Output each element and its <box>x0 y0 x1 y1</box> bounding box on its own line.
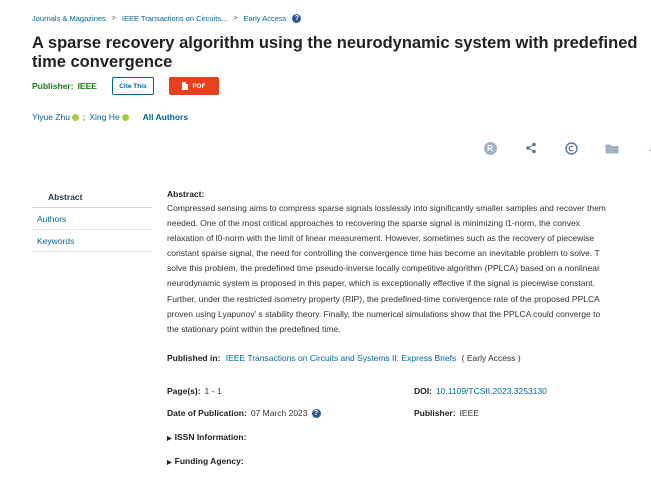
abstract-line: Further, under the restricted isometry property (RIP), the predefined-time convergence rate of the proposed PPLCA <box>167 293 600 304</box>
early-access-status: ( Early Access ) <box>461 353 521 363</box>
issn-label: ISSN Information: <box>174 432 247 442</box>
publisher-label: Publisher: <box>32 81 74 91</box>
breadcrumb-separator: > <box>233 15 238 22</box>
breadcrumb-journals[interactable]: Journals & Magazines <box>32 14 106 23</box>
abstract-line: Compressed sensing aims to compress sparse signals losslessly into significantly smaller samples and recover them <box>167 203 606 213</box>
author-separator: ; <box>82 112 86 122</box>
document-sidenav <box>32 186 152 252</box>
share-icon[interactable] <box>523 140 539 156</box>
abstract-line: solve this problem, the predefined time pseudo-inverse locally competitive algorithm (PPLCA) based on a nonlinear <box>167 263 600 274</box>
help-icon[interactable]: ? <box>312 409 321 418</box>
sidenav-item-abstract[interactable]: Abstract <box>32 186 152 208</box>
funding-label: Funding Agency: <box>174 456 244 466</box>
cite-this-button[interactable]: Cite This <box>112 77 154 95</box>
published-in <box>167 353 521 363</box>
help-icon[interactable]: ? <box>292 14 301 23</box>
breadcrumb-transactions[interactable]: IEEE Transactions on Circuits... <box>121 14 228 23</box>
pages-meta <box>167 386 222 396</box>
article-toolbar <box>0 140 651 160</box>
abstract-line: the stationary point within the predefined time. <box>167 323 341 334</box>
date-value: 07 March 2023 <box>250 408 308 418</box>
copyright-icon[interactable] <box>563 140 579 156</box>
rights-icon[interactable]: R <box>482 140 498 156</box>
author-list <box>32 112 188 122</box>
abstract-line: proven using Lyapunov’ s stability theory. Finally, the numerical simulations show that the PPLCA could converge to <box>167 308 601 319</box>
pdf-label: PDF <box>192 82 206 90</box>
folder-icon[interactable] <box>604 140 620 156</box>
page-title: A sparse recovery algorithm using the neurodynamic system with predefined time convergence <box>32 34 638 71</box>
date-meta <box>167 408 321 418</box>
publisher-row <box>32 76 219 96</box>
breadcrumb-separator: > <box>111 15 116 22</box>
pdf-icon <box>182 82 188 90</box>
publisher-meta-label: Publisher: <box>414 408 456 418</box>
issn-expander[interactable] <box>167 432 246 442</box>
sidenav-item-authors[interactable]: Authors <box>32 208 152 230</box>
author-link[interactable]: Yiyue Zhu <box>32 112 70 122</box>
abstract-heading: Abstract: <box>167 189 205 199</box>
more-icon[interactable] <box>643 140 651 156</box>
journal-link[interactable]: IEEE Transactions on Circuits and Systems II: Express Briefs <box>225 353 457 363</box>
publisher-value: IEEE <box>77 81 97 91</box>
pages-label: Page(s): <box>167 386 201 396</box>
breadcrumb-early-access[interactable]: Early Access <box>243 14 287 23</box>
pdf-button[interactable] <box>169 77 219 95</box>
doi-label: DOI: <box>414 386 432 396</box>
abstract-section <box>167 189 651 337</box>
orcid-icon[interactable] <box>72 114 79 121</box>
abstract-line: relaxation of l0-norm with the limit of linear measurement. However, sometimes such as the recovery of piecewise <box>167 233 595 244</box>
publisher-meta <box>414 408 479 418</box>
funding-expander[interactable] <box>167 456 244 466</box>
abstract-line: constant sparse signal, the need for controlling the convergence time has become an inevitable problem to solve. T <box>167 248 600 259</box>
caret-right-icon: ▶ <box>167 460 172 466</box>
caret-right-icon: ▶ <box>167 436 172 442</box>
abstract-line: needed. One of the most critical approaches to recovering the sparse signal is minimizing l1-norm, the convex <box>167 218 580 229</box>
published-in-label: Published in: <box>167 353 221 363</box>
sidenav-item-keywords[interactable]: Keywords <box>32 230 152 252</box>
orcid-icon[interactable] <box>122 114 129 121</box>
abstract-text <box>167 201 651 337</box>
doi-meta <box>414 386 547 396</box>
all-authors-link[interactable]: All Authors <box>142 112 189 122</box>
doi-link[interactable]: 10.1109/TCSII.2023.3253130 <box>435 386 547 396</box>
publisher-meta-value: IEEE <box>459 408 479 418</box>
author-link[interactable]: Xing He <box>89 112 120 122</box>
pages-value: 1 - 1 <box>204 386 222 396</box>
breadcrumb <box>32 14 301 23</box>
date-label: Date of Publication: <box>167 408 247 418</box>
abstract-line: neurodynamic system is proposed in this paper, which is exceptionally effective if the signal is piecewise constant. <box>167 278 595 289</box>
